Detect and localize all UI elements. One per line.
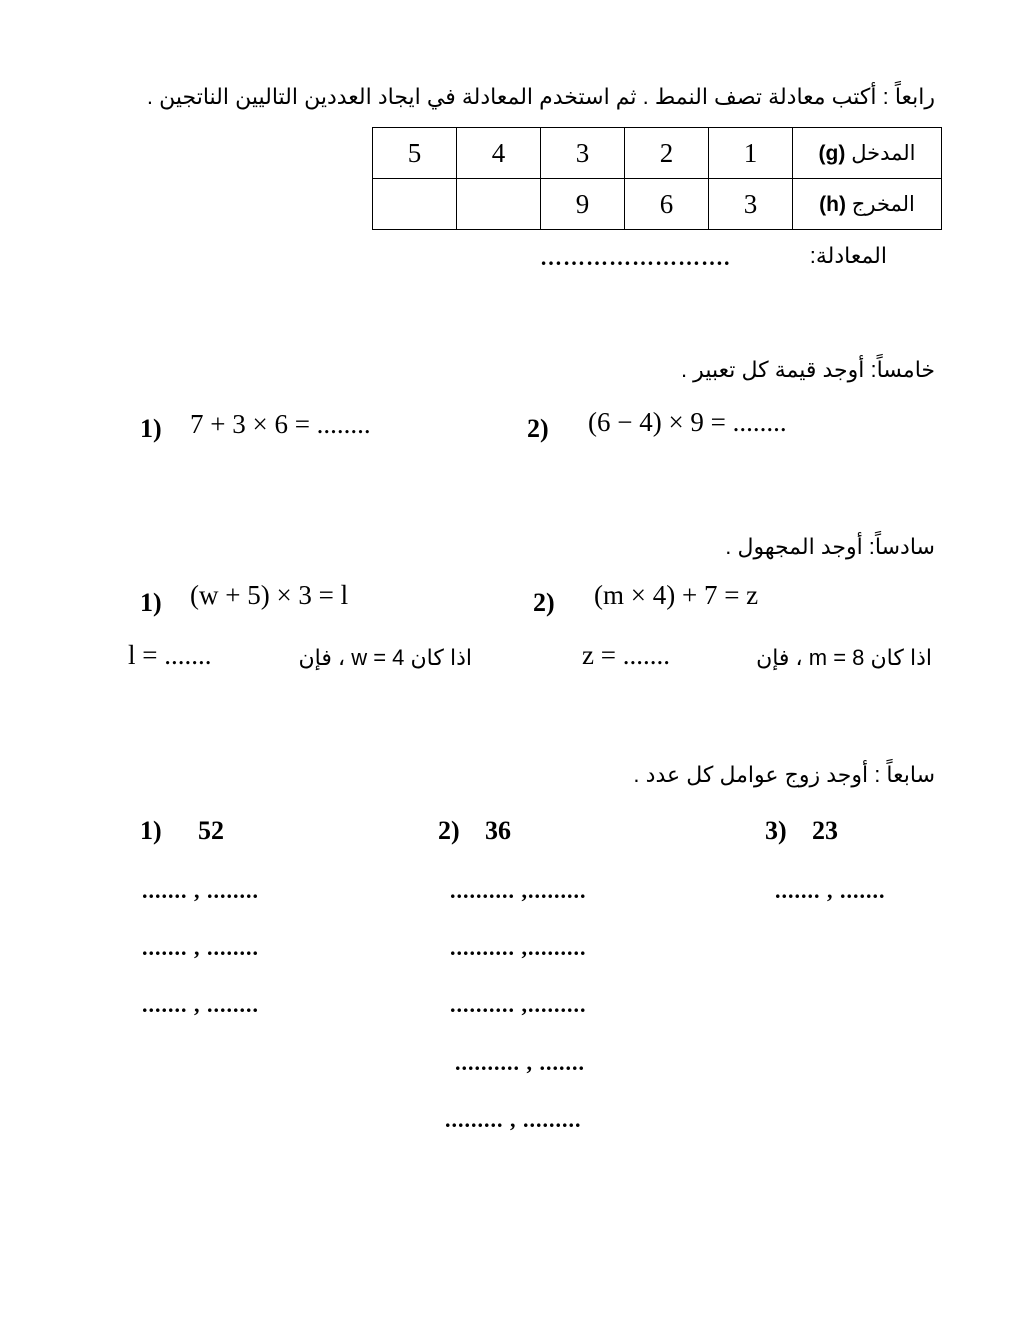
section7-title: سابعاً : أوجد زوج عوامل كل عدد .	[633, 762, 935, 787]
table-cell: 1	[709, 128, 793, 179]
factor-number: 36	[485, 816, 511, 845]
factor-blank[interactable]: ......... , .........	[445, 1107, 582, 1132]
factor-blank[interactable]: ....... , ........	[142, 992, 259, 1017]
item-number: 2)	[527, 414, 549, 443]
table-row-input	[373, 128, 942, 179]
item-number: 3)	[765, 816, 787, 845]
factor-blank[interactable]: .......... ,.........	[450, 878, 587, 903]
expression-1: 7 + 3 × 6 = ........	[190, 409, 371, 439]
pattern-table	[372, 127, 942, 230]
factor-blank[interactable]: ....... , ........	[142, 935, 259, 960]
equation-m: (m × 4) + 7 = z	[594, 580, 759, 610]
item-number: 2)	[533, 588, 555, 617]
condition-w: اذا كان w = 4 ، فإن	[298, 645, 472, 670]
factor-number: 52	[198, 816, 224, 845]
item-number: 1)	[140, 414, 162, 443]
equation-w: (w + 5) × 3 = l	[190, 580, 349, 610]
condition-m: اذا كان m = 8 ، فإن	[756, 645, 932, 670]
item-number: 2)	[438, 816, 460, 845]
section5-title: خامساً: أوجد قيمة كل تعبير .	[680, 357, 935, 382]
table-cell: 4	[457, 128, 541, 179]
input-header: المدخل (g)	[793, 128, 942, 179]
factor-blank[interactable]: .......... ,.........	[450, 992, 587, 1017]
equation-blank[interactable]: …………………….	[540, 245, 731, 270]
item-number: 1)	[140, 588, 162, 617]
equation-label: المعادلة:	[809, 243, 887, 268]
output-header: المخرج (h)	[793, 179, 942, 230]
table-cell: 3	[541, 128, 625, 179]
factor-blank[interactable]: .......... , .......	[455, 1050, 585, 1075]
table-cell: 6	[625, 179, 709, 230]
table-cell: 5	[373, 128, 457, 179]
table-cell: 2	[625, 128, 709, 179]
table-cell-blank[interactable]	[457, 179, 541, 230]
answer-l[interactable]: l = .......	[128, 640, 212, 670]
expression-2: (6 − 4) × 9 = ........	[588, 407, 787, 437]
table-row-output	[373, 179, 942, 230]
factor-number: 23	[812, 816, 838, 845]
factor-blank[interactable]: ....... , .......	[775, 878, 886, 903]
table-cell: 3	[709, 179, 793, 230]
factor-blank[interactable]: ....... , ........	[142, 878, 259, 903]
table-cell: 9	[541, 179, 625, 230]
section4-title: رابعاً : أكتب معادلة تصف النمط . ثم استخدم المعادلة في ايجاد العددين التاليين الناتجين .	[146, 84, 935, 109]
answer-z[interactable]: z = .......	[582, 640, 670, 670]
section6-title: سادساً: أوجد المجهول .	[725, 534, 935, 559]
item-number: 1)	[140, 816, 162, 845]
factor-blank[interactable]: .......... ,.........	[450, 935, 587, 960]
table-cell-blank[interactable]	[373, 179, 457, 230]
